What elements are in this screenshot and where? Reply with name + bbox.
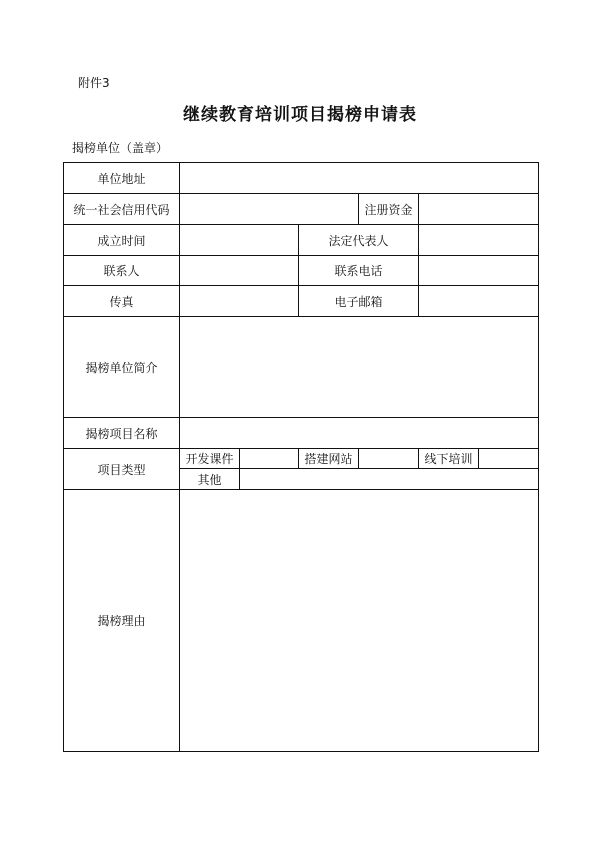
- established-label: 成立时间: [97, 233, 146, 248]
- established-field[interactable]: [180, 225, 298, 255]
- courseware-checkbox[interactable]: [240, 449, 298, 468]
- type-option-courseware: 开发课件: [185, 452, 234, 466]
- application-form-table: [63, 162, 539, 752]
- offline-training-checkbox[interactable]: [479, 449, 538, 468]
- intro-field[interactable]: [180, 317, 538, 417]
- fax-label: 传真: [109, 294, 134, 309]
- registered-capital-field[interactable]: [419, 194, 538, 224]
- address-label: 单位地址: [97, 171, 146, 186]
- phone-field[interactable]: [419, 256, 538, 285]
- reason-label: 揭榜理由: [97, 614, 146, 628]
- email-label: 电子邮箱: [334, 294, 383, 309]
- form-title: 继续教育培训项目揭榜申请表: [183, 105, 417, 125]
- applicant-unit-label: 揭榜单位（盖章）: [72, 141, 169, 155]
- legal-rep-field[interactable]: [419, 225, 538, 255]
- type-option-offline-training: 线下培训: [424, 452, 473, 466]
- other-type-field[interactable]: [240, 469, 538, 489]
- type-option-website: 搭建网站: [304, 452, 353, 466]
- registered-capital-label: 注册资金: [364, 202, 413, 217]
- type-option-other: 其他: [197, 472, 222, 487]
- contact-label: 联系人: [103, 264, 140, 278]
- email-field[interactable]: [419, 286, 538, 316]
- attachment-label: 附件3: [78, 76, 110, 90]
- phone-label: 联系电话: [334, 264, 383, 278]
- project-name-field[interactable]: [180, 418, 538, 448]
- fax-field[interactable]: [180, 286, 298, 316]
- intro-label: 揭榜单位简介: [85, 360, 158, 375]
- address-field[interactable]: [180, 163, 538, 193]
- credit-code-label: 统一社会信用代码: [73, 202, 170, 217]
- contact-field[interactable]: [180, 256, 298, 285]
- project-type-label: 项目类型: [97, 462, 146, 477]
- project-name-label: 揭榜项目名称: [85, 426, 158, 441]
- website-checkbox[interactable]: [359, 449, 418, 468]
- legal-rep-label: 法定代表人: [328, 233, 389, 248]
- reason-field[interactable]: [180, 490, 538, 751]
- credit-code-field[interactable]: [180, 194, 358, 224]
